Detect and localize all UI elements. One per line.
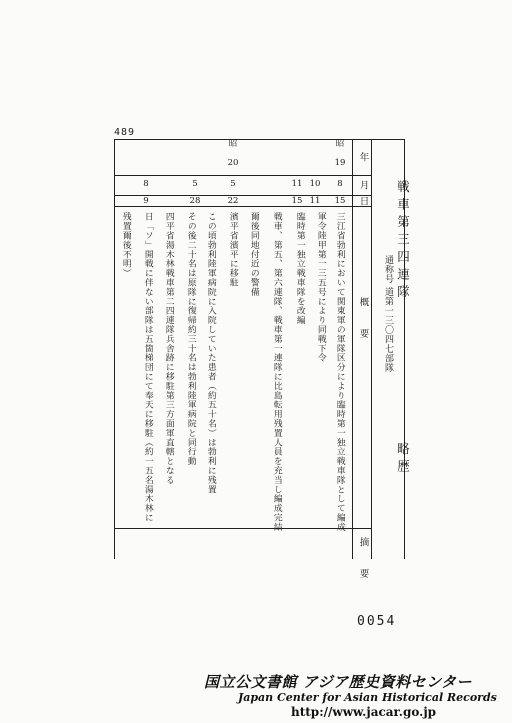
row-4-text: 戦車、第五、第六連隊、戦車第一連隊に比島転用残置人員を充当し編成完結 [271,212,282,532]
row-3-day: 15 [291,196,303,206]
row-7-text: この頃勃利陸軍病院に入院していた患者（約五十名）は勃利に残置 [205,212,216,494]
row-divider-day [114,206,371,207]
row-3-month: 11 [291,179,303,189]
year-19: 19 [334,158,346,168]
era-label-showa-20: 昭 [228,139,238,149]
row-7-day: 28 [189,196,201,206]
archive-url[interactable]: http://www.jacar.go.jp [291,705,437,719]
row-9-month: 8 [143,179,149,189]
row-1-month: 8 [337,179,343,189]
row-9-day: 9 [143,196,149,206]
row-divider-year [114,175,371,176]
row-1-day: 15 [334,196,346,206]
document-number: 0054 [357,614,397,629]
notes-header: 摘要 [357,537,369,600]
row-9-text: 四平省湯木林戦車第二四連隊兵舎跡に移駐第三方面軍直轄となる [163,212,174,485]
row-6-day: 22 [227,196,239,206]
row-11-text: 残置爾後不明） [120,212,131,278]
regiment-title: 戦車第三四連隊 [395,180,411,303]
row-5-text: 爾後同地付近の警備 [248,212,259,297]
archive-name-ja: 国立公文書館 アジア歴史資料センター [204,673,473,691]
summary-header: 概要 [357,297,369,360]
table-top-border [114,139,404,140]
table-left-border [114,139,115,559]
row-2-day: 11 [309,196,321,206]
row-6-month: 5 [230,179,236,189]
row-2-text: 軍令陸甲第一三五号により同戦下令 [315,212,326,363]
row-1-text: 三江省勃利において関東軍の軍隊区分により臨時第一独立戦車隊として編成 [334,212,345,532]
column-divider-summary [352,139,353,559]
column-divider-date [371,139,372,559]
archive-name-en: Japan Center for Asian Historical Records [238,691,497,704]
month-header: 月 [357,180,369,191]
page-number: 489 [114,127,136,138]
row-3-text: 臨時第一独立戦車隊を改編 [294,212,305,325]
era-label-showa-19: 昭 [335,139,345,149]
history-label: 略歴 [395,442,411,477]
row-10-text: 日「ソ」開戦に伴ない部隊は五箇梯団にて奉天に移駐（約一五名湯木林に [142,212,153,523]
row-2-month: 10 [309,179,321,189]
row-divider-month [114,195,371,196]
row-6-text: 濱平省濱平に移駐 [227,212,238,288]
year-20: 20 [227,158,239,168]
unit-code: 通称号 道第一三〇四七部隊 [383,255,393,373]
row-divider-notes [114,528,371,529]
year-header: 年 [357,152,369,163]
row-8-text: その後二十名は原隊に復帰約三十名は勃利陸軍病院と同行動 [185,212,196,466]
row-7-month: 5 [192,179,198,189]
day-header: 日 [357,196,369,207]
